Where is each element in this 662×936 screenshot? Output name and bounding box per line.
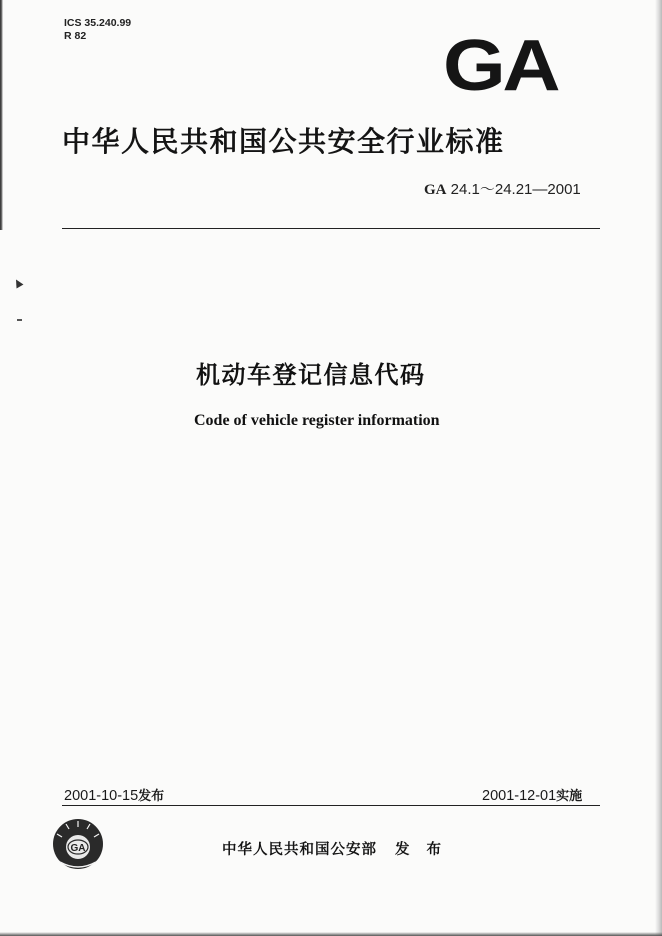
scan-mark — [17, 319, 22, 321]
scan-edge-left — [0, 0, 3, 230]
standard-category-title: 中华人民共和国公共安全行业标准 — [62, 125, 505, 158]
classification-codes — [64, 17, 131, 43]
ga-logo: GA — [443, 26, 558, 106]
emblem-text: GA — [70, 843, 86, 854]
implementation-label: 实施 — [556, 789, 583, 804]
ccs-code: R 82 — [64, 30, 87, 42]
document-title-chinese: 机动车登记信息代码 — [196, 361, 426, 389]
publisher — [222, 838, 447, 859]
footer-divider — [62, 805, 600, 806]
issue-label: 发布 — [138, 789, 165, 804]
scan-edge-bottom — [0, 932, 662, 936]
issue-date-value: 2001-10-15 — [64, 788, 139, 804]
issue-date — [64, 785, 164, 804]
implementation-date-value: 2001-12-01 — [482, 788, 557, 804]
scan-edge-right — [655, 0, 662, 936]
document-title-english: Code of vehicle register information — [194, 412, 440, 429]
publish-action: 发 布 — [395, 842, 448, 858]
publisher-name: 中华人民共和国公安部 — [222, 842, 377, 858]
police-emblem-icon — [52, 818, 104, 870]
scan-mark — [13, 278, 24, 289]
implementation-date — [482, 785, 582, 804]
header-divider — [62, 228, 600, 229]
standard-prefix: GA — [424, 182, 447, 198]
standard-number-value: 24.1～24.21—2001 — [450, 181, 581, 198]
ics-code: ICS 35.240.99 — [64, 17, 132, 29]
standard-number — [424, 178, 581, 199]
